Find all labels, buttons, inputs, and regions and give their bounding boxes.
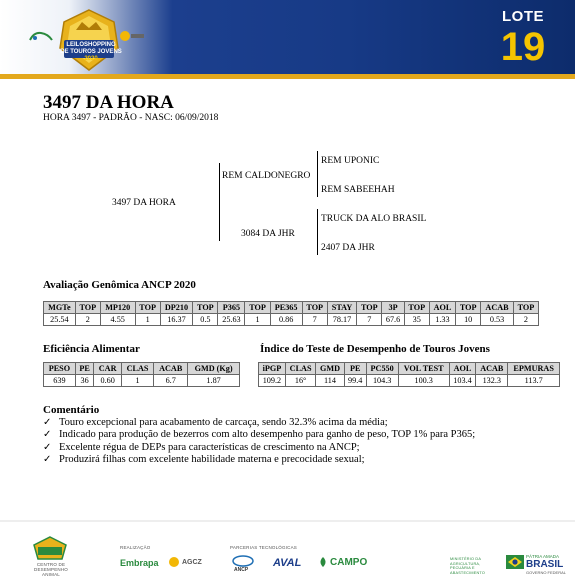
agcz-logo: AGCZ [182, 559, 202, 566]
column-header: AOL [429, 302, 455, 314]
table-cell: 16.37 [160, 314, 193, 326]
column-header: GMD [316, 363, 344, 375]
animal-subtitle: HORA 3497 - PADRÃO - NASC: 06/09/2018 [43, 113, 219, 123]
table-cell: 0.60 [94, 375, 121, 387]
comment-item [43, 429, 475, 441]
column-header: PC550 [366, 363, 398, 375]
pedigree-sire-dam: REM SABEEHAH [321, 185, 395, 195]
column-header: TOP [302, 302, 327, 314]
patria-line3: GOVERNO FEDERAL [526, 570, 567, 575]
table-cell: 1 [245, 314, 270, 326]
checkmark-icon: ✓ [43, 441, 52, 453]
table-cell: 100.3 [398, 375, 449, 387]
table-row [259, 375, 560, 387]
column-header: PE [344, 363, 366, 375]
table-cell: 113.7 [508, 375, 560, 387]
table-cell: 1 [135, 314, 160, 326]
animal-name: 3497 DA HORA [43, 92, 174, 113]
table-cell: 104.3 [366, 375, 398, 387]
column-header: ACAB [476, 363, 508, 375]
table-cell: 0.86 [270, 314, 302, 326]
column-header: GMD (Kg) [188, 363, 240, 375]
table-cell: 16° [285, 375, 315, 387]
table-header-row [44, 302, 539, 314]
checkmark-icon: ✓ [43, 429, 52, 441]
lote-number: 19 [500, 25, 546, 69]
column-header: TOP [135, 302, 160, 314]
pedigree-animal: 3497 DA HORA [112, 198, 176, 208]
performance-table [258, 362, 560, 387]
comment-text: Touro excepcional para acabamento de carcaça, sendo 32.3% acima da média; [59, 417, 388, 428]
column-header: AOL [449, 363, 476, 375]
column-header: ACAB [154, 363, 188, 375]
table-row [44, 314, 539, 326]
table-cell: 0.53 [481, 314, 514, 326]
efficiency-table [43, 362, 240, 387]
campo-leaf-icon [318, 556, 328, 568]
column-header: STAY [327, 302, 356, 314]
emblem-text [54, 42, 128, 63]
header-banner [0, 0, 575, 79]
table-cell: 2 [75, 314, 100, 326]
centro-desempenho-logo-icon [30, 535, 70, 561]
table-cell: 7 [357, 314, 382, 326]
parcerias-label: PARCERIAS TECNOLÓGICAS [230, 545, 297, 550]
brasil-flag-icon [506, 555, 524, 569]
table-cell: 1.33 [429, 314, 455, 326]
column-header: CLAS [285, 363, 315, 375]
comment-item [43, 442, 475, 454]
checkmark-icon: ✓ [43, 417, 52, 428]
emblem-line2: DE TOUROS JOVENS [60, 49, 122, 55]
aval-logo: AVAL [273, 557, 302, 569]
comment-text: Indicado para produção de bezerros com alto desempenho para ganho de peso, TOP 1% para P365; [59, 429, 476, 441]
column-header: CLAS [121, 363, 153, 375]
lote-label: LOTE [502, 8, 544, 25]
table-cell: 114 [316, 375, 344, 387]
table-cell: 0.5 [193, 314, 218, 326]
table-cell: 639 [44, 375, 76, 387]
patria-amada-brasil [526, 553, 566, 576]
column-header: TOP [245, 302, 270, 314]
pedigree-line [317, 209, 318, 255]
column-header: PE [75, 363, 94, 375]
table-cell: 35 [404, 314, 429, 326]
column-header: TOP [75, 302, 100, 314]
agcz-logo-icon [118, 29, 146, 43]
column-header: DP210 [160, 302, 193, 314]
table-cell: 1 [121, 375, 153, 387]
pedigree-sire: REM CALDONEGRO [222, 171, 311, 181]
column-header: EPMURAS [508, 363, 560, 375]
emblem-line3: 2020 [84, 56, 98, 62]
realizacao-label: REALIZAÇÃO [120, 545, 151, 550]
table-cell: 99.4 [344, 375, 366, 387]
ancp-logo-icon [232, 555, 254, 567]
patria-line2: BRASIL [526, 559, 564, 570]
table-cell: 25.54 [44, 314, 76, 326]
column-header: TOP [513, 302, 538, 314]
comment-item [43, 454, 475, 466]
efficiency-title: Eficiência Alimentar [43, 343, 140, 355]
table-cell: 36 [75, 375, 94, 387]
table-cell: 132.3 [476, 375, 508, 387]
pedigree-dam-sire: TRUCK DA ALO BRASIL [321, 214, 427, 224]
column-header: iPGP [259, 363, 286, 375]
comment-text: Excelente régua de DEPs para características de crescimento na ANCP; [59, 441, 360, 453]
column-header: TOP [193, 302, 218, 314]
table-cell: 109.2 [259, 375, 286, 387]
ancp-logo: ANCP [234, 567, 249, 573]
column-header: PESO [44, 363, 76, 375]
table-cell: 10 [456, 314, 481, 326]
ministerio-text: MINISTÉRIO DA AGRICULTURA, PECUÁRIA E ABASTECIMENTO [450, 557, 486, 575]
column-header: MP120 [100, 302, 135, 314]
column-header: P365 [218, 302, 245, 314]
campo-logo: CAMPO [330, 557, 368, 568]
table-cell: 78.17 [327, 314, 356, 326]
pedigree-sire-sire: REM UPONIC [321, 156, 380, 166]
table-cell: 7 [302, 314, 327, 326]
pedigree-line [219, 163, 220, 241]
column-header: 3P [382, 302, 404, 314]
table-cell: 4.55 [100, 314, 135, 326]
table-cell: 1.87 [188, 375, 240, 387]
table-row [44, 375, 240, 387]
agcz-footer-icon [168, 556, 180, 568]
column-header: VOL TEST [398, 363, 449, 375]
comment-item [43, 417, 475, 429]
header-gold-band [0, 74, 575, 79]
comment-text: Produzirá filhas com excelente habilidade materna e precocidade sexual; [59, 453, 365, 465]
checkmark-icon: ✓ [43, 453, 52, 465]
column-header: TOP [404, 302, 429, 314]
pedigree-dam-dam: 2407 DA JHR [321, 243, 375, 253]
table-cell: 6.7 [154, 375, 188, 387]
table-header-row [44, 363, 240, 375]
centro-line1: CENTRO DE [36, 562, 66, 567]
table-cell: 103.4 [449, 375, 476, 387]
centro-line2: DESEMPENHO [34, 567, 69, 572]
performance-title: Índice do Teste de Desempenho de Touros Jovens [260, 343, 490, 355]
comments-title: Comentário [43, 404, 100, 416]
footer-divider [0, 520, 575, 522]
comments-list [43, 417, 475, 466]
pedigree-line [317, 151, 318, 197]
patria-line1: PÁTRIA AMADA [526, 554, 560, 559]
genomic-table [43, 301, 539, 326]
column-header: PE365 [270, 302, 302, 314]
table-cell: 25.63 [218, 314, 245, 326]
table-header-row [259, 363, 560, 375]
column-header: ACAB [481, 302, 514, 314]
table-cell: 67.6 [382, 314, 404, 326]
table-cell: 2 [513, 314, 538, 326]
embrapa-logo: Embrapa [120, 558, 159, 568]
centro-line3: ANIMAL [42, 572, 60, 577]
embrapa-logo-icon [28, 30, 54, 43]
genomic-title: Avaliação Genômica ANCP 2020 [43, 279, 196, 291]
column-header: TOP [456, 302, 481, 314]
column-header: TOP [357, 302, 382, 314]
column-header: MGTe [44, 302, 76, 314]
column-header: CAR [94, 363, 121, 375]
centro-desempenho-text [34, 562, 68, 577]
emblem-line1: LEILOSHOPPING [66, 42, 116, 48]
pedigree-dam: 3084 DA JHR [241, 229, 295, 239]
